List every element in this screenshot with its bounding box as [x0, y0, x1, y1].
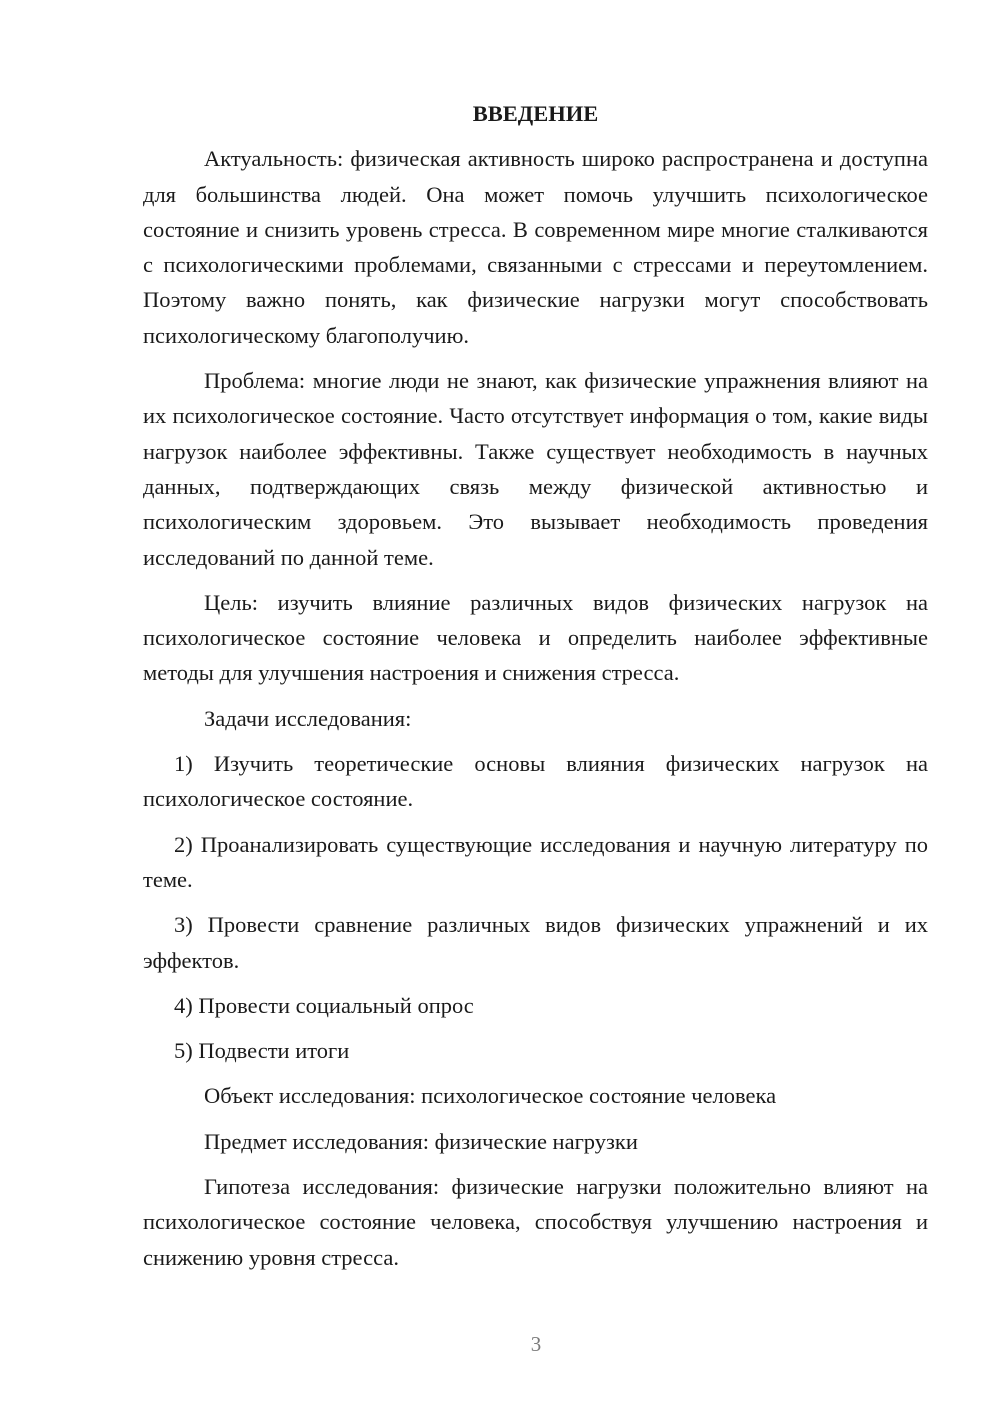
- relevance-paragraph: Актуальность: физическая активность широко распространена и доступна для большинства людей. Она может помочь улучшить психологическое состояние и снизить уровень стресса. В современном мире многие сталкиваются с психологическими проблемами, связанными с стрессами и переутомлением. Поэтому важно понять, как физические нагрузки могут способствовать психологическому благополучию.: [143, 146, 928, 348]
- tasks-heading: Задачи исследования:: [204, 705, 412, 731]
- task-item-3: 3) Провести сравнение различных видов физических упражнений и их эффектов.: [143, 912, 928, 973]
- document-body: [143, 96, 928, 1285]
- task-item-2: 2) Проанализировать существующие исследования и научную литературу по теме.: [143, 831, 928, 892]
- problem-paragraph: Проблема: многие люди не знают, как физические упражнения влияют на их психологическое состояние. Часто отсутствует информация о том, какие виды нагрузок наиболее эффективны. Также существует необходимость в научных данных, подтверждающих связь между физической активностью и психологическим здоровьем. Это вызывает необходимость проведения исследований по данной теме.: [143, 368, 928, 570]
- object-paragraph: Объект исследования: психологическое состояние человека: [204, 1083, 777, 1109]
- task-item-1: 1) Изучить теоретические основы влияния физических нагрузок на психологическое состояние.: [143, 751, 928, 812]
- task-item-5: 5) Подвести итоги: [174, 1038, 350, 1064]
- page-number: 3: [530, 1332, 542, 1356]
- hypothesis-paragraph: Гипотеза исследования: физические нагрузки положительно влияют на психологическое состояние человека, способствуя улучшению настроения и снижению уровня стресса.: [143, 1174, 928, 1270]
- goal-paragraph: Цель: изучить влияние различных видов физических нагрузок на психологическое состояние человека и определить наиболее эффективные методы для улучшения настроения и снижения стресса.: [143, 589, 928, 686]
- task-item-4: 4) Провести социальный опрос: [174, 992, 474, 1018]
- section-title: ВВЕДЕНИЕ: [472, 101, 599, 126]
- subject-paragraph: Предмет исследования: физические нагрузки: [204, 1128, 638, 1154]
